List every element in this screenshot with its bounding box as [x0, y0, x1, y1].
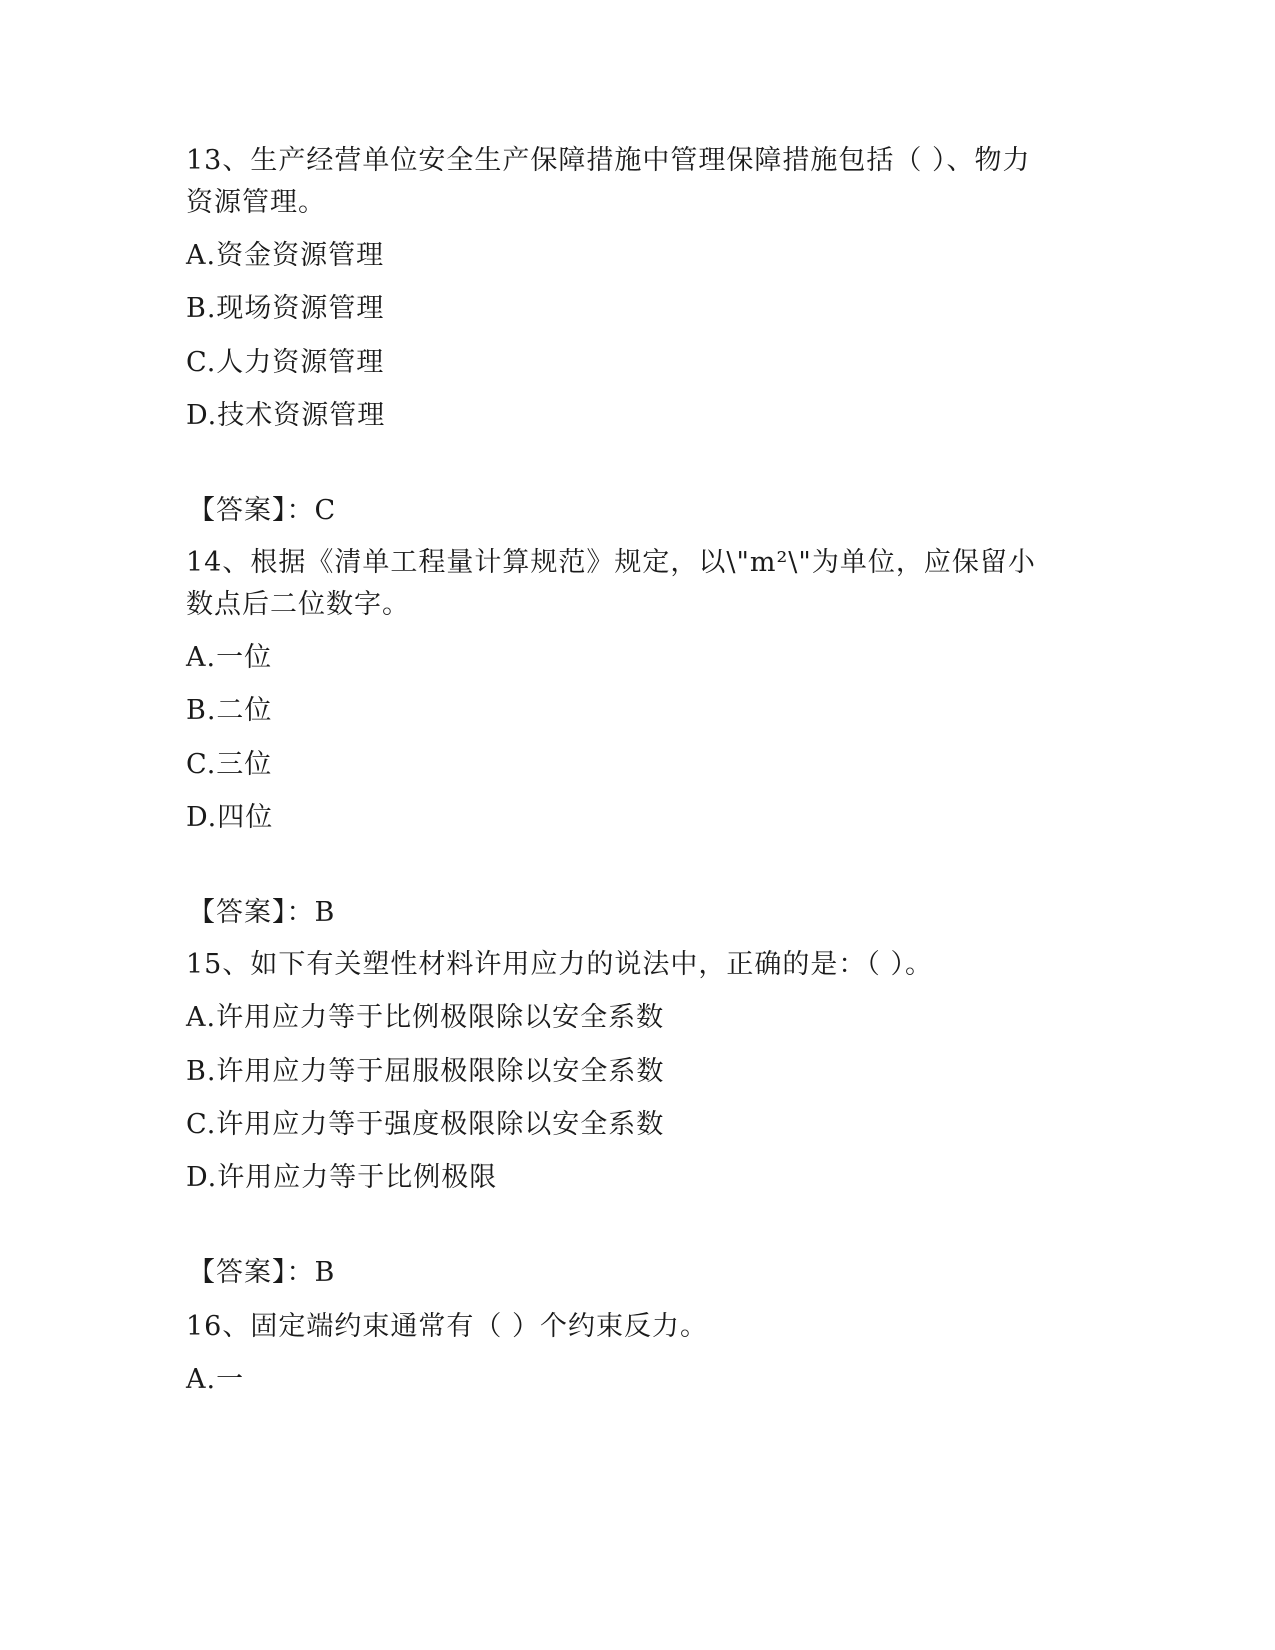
question-16-option-a: A.一 [186, 1364, 245, 1395]
question-16-stem-line-1: 16、固定端约束通常有（ ）个约束反力。 [186, 1311, 708, 1342]
question-15-option-a: A.许用应力等于比例极限除以安全系数 [186, 1002, 665, 1033]
question-13-stem-line-1: 13、生产经营单位安全生产保障措施中管理保障措施包括（ ）、物力 [186, 145, 1031, 176]
question-13-option-d: D.技术资源管理 [186, 400, 386, 431]
question-14-option-b: B.二位 [186, 695, 273, 726]
question-14-stem-line-1: 14、根据《清单工程量计算规范》规定，以\"m²\"为单位，应保留小 [186, 547, 1036, 578]
question-13-option-a: A.资金资源管理 [186, 240, 385, 271]
question-13-answer: 【答案】：C [188, 495, 337, 526]
question-14-stem-line-2: 数点后二位数字。 [186, 589, 410, 620]
question-14-option-a: A.一位 [186, 642, 273, 673]
question-14-option-d: D.四位 [186, 802, 274, 833]
question-13-stem-line-2: 资源管理。 [186, 187, 326, 218]
question-13-option-b: B.现场资源管理 [186, 293, 385, 324]
question-14-option-c: C.三位 [186, 749, 273, 780]
question-14-answer: 【答案】：B [188, 897, 336, 928]
question-15-answer: 【答案】：B [188, 1257, 336, 1288]
question-15-stem-line-1: 15、如下有关塑性材料许用应力的说法中，正确的是：（ ）。 [186, 949, 933, 980]
question-13-option-c: C.人力资源管理 [186, 347, 385, 378]
question-15-option-b: B.许用应力等于屈服极限除以安全系数 [186, 1056, 665, 1087]
question-15-option-d: D.许用应力等于比例极限 [186, 1162, 498, 1193]
question-15-option-c: C.许用应力等于强度极限除以安全系数 [186, 1109, 665, 1140]
